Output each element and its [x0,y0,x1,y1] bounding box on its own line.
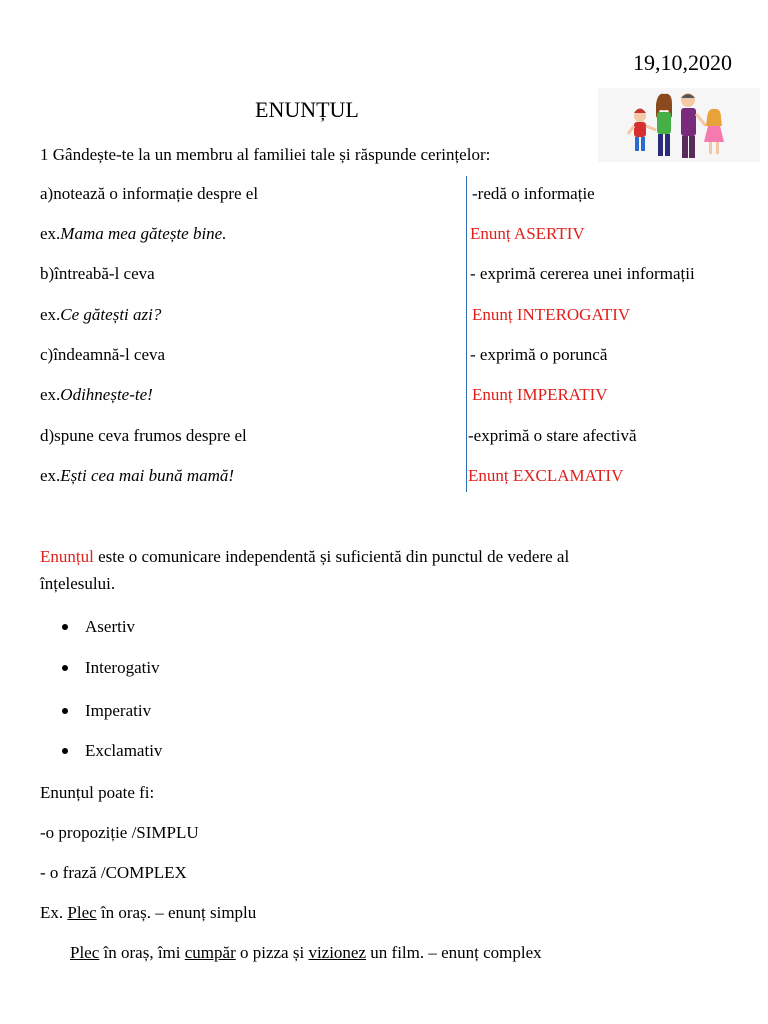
example-d [40,466,234,486]
verb-vizionez: vizionez [308,943,367,962]
definition-text: este o comunicare independentă și suficientă din punctul de vedere al [93,547,570,566]
definition-term: Enunțul [40,547,94,566]
structure-complex: - o frază /COMPLEX [40,863,187,882]
example-b [40,305,161,325]
verb-plec: Plec [67,903,97,922]
ex-prefix: ex. [40,385,61,404]
row-b-right: - exprimă cererea unei informații [470,264,695,283]
row-c-right: - exprimă o poruncă [470,345,608,364]
page-title: ENUNȚUL [255,97,359,122]
example-rest: în oraș. – enunț simplu [96,903,257,922]
row-a-right: -redă o informație [472,184,595,203]
structure-heading: Enunțul poate fi: [40,783,155,802]
example-text: o pizza și [235,943,309,962]
definition-line-2: înțelesului. [40,574,116,593]
list-item: Exclamativ [85,741,163,760]
example-simple [40,903,256,923]
example-text: Ce gătești azi? [60,305,162,324]
example-text: în oraș, îmi [99,943,185,962]
column-divider [466,176,467,492]
family-clipart-icon [598,88,760,162]
verb-cumpar: cumpăr [184,943,236,962]
row-b-left: b)întreabă-l ceva [40,264,155,283]
example-a [40,224,226,244]
list-item: Interogativ [85,658,160,677]
bullet-icon [62,665,68,671]
bullet-icon [62,748,68,754]
row-d-left: d)spune ceva frumos despre el [40,426,247,445]
date: 19,10,2020 [633,50,732,75]
list-item: Asertiv [85,617,136,636]
question: 1 Gândește-te la un membru al familiei tale și răspunde cerințelor: [40,145,491,164]
label-exclamativ: Enunț EXCLAMATIV [468,466,624,485]
list-item: Imperativ [85,701,152,720]
definition-line-1 [40,547,569,567]
label-imperativ: Enunț IMPERATIV [472,385,608,404]
ex-prefix: ex. [40,305,61,324]
row-c-left: c)îndeamnă-l ceva [40,345,166,364]
example-complex [70,943,542,963]
bullet-icon [62,624,68,630]
label-interogativ: Enunț INTEROGATIV [472,305,631,324]
ex-prefix: ex. [40,466,61,485]
example-prefix: Ex. [40,903,68,922]
row-a-left: a)notează o informație despre el [40,184,259,203]
ex-prefix: ex. [40,224,61,243]
bullet-icon [62,708,68,714]
label-asertiv: Enunț ASERTIV [470,224,585,243]
example-text: Ești cea mai bună mamă! [60,466,235,485]
example-text: un film. – enunț complex [366,943,542,962]
example-text: Odihnește-te! [60,385,153,404]
structure-simple: -o propoziție /SIMPLU [40,823,199,842]
example-c [40,385,153,405]
row-d-right: -exprimă o stare afectivă [468,426,637,445]
verb-plec: Plec [70,943,100,962]
example-text: Mama mea gătește bine. [60,224,227,243]
